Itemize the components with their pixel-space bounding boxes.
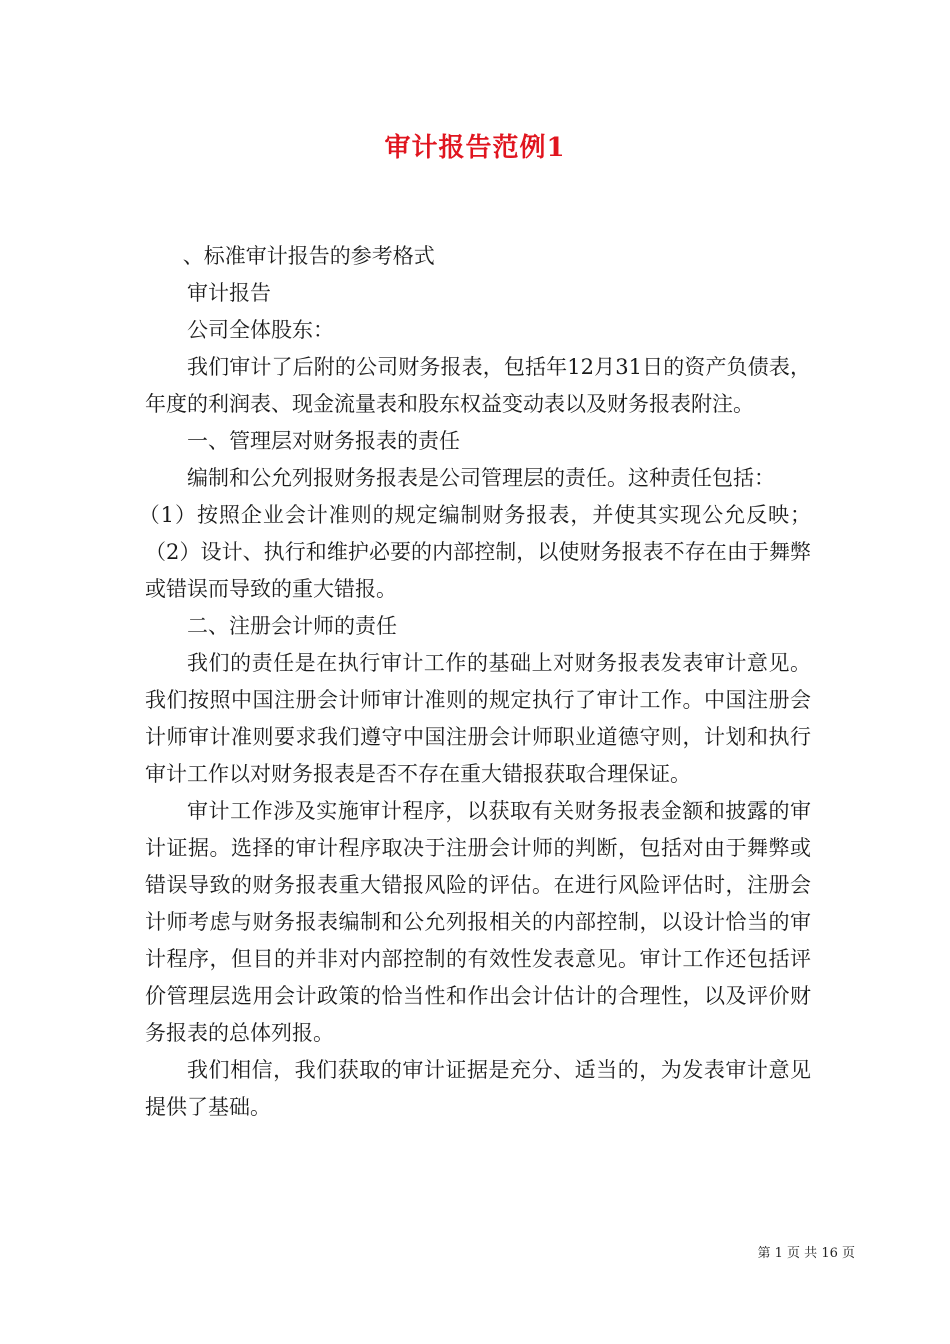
salutation: 公司全体股东： xyxy=(187,318,334,342)
paragraph-audit-procedures: 审计工作涉及实施审计程序，以获取有关财务报表金额和披露的审计证据。选择的审计程序取决于注册会计师的判断，包括对由于舞弊或错误导致的财务报表重大错报风险的评估。在进行风险评估时，注册会计师考虑与财务报表编制和公允列报相关的内部控制，以设计恰当的审计程序，但目的并非对内部控制的有效性发表意见。审计工作还包括评价管理层选用会计政策的恰当性和作出会计估计的合理性，以及评价财务报表的总体列报。 xyxy=(145,799,811,1045)
paragraph-management-items: （1）按照企业会计准则的规定编制财务报表，并使其实现公允反映；（2）设计、执行和维护必要的内部控制，以使财务报表不存在由于舞弊或错误而导致的重大错报。 xyxy=(138,503,811,601)
page-number-footer: 第 1 页 共 16 页 xyxy=(757,1246,855,1261)
section-heading-format: 、标准审计报告的参考格式 xyxy=(182,244,435,268)
document-title: 审计报告范例1 xyxy=(384,133,566,163)
report-heading: 审计报告 xyxy=(187,281,271,305)
paragraph-intro: 我们审计了后附的公司财务报表，包括年12月31日的资产负债表，年度的利润表、现金流量表和股东权益变动表以及财务报表附注。 xyxy=(145,355,811,416)
paragraph-management-responsibility: 编制和公允列报财务报表是公司管理层的责任。这种责任包括： xyxy=(187,466,775,490)
document-body xyxy=(138,238,811,1126)
paragraph-cpa-responsibility: 我们的责任是在执行审计工作的基础上对财务报表发表审计意见。我们按照中国注册会计师审计准则的规定执行了审计工作。中国注册会计师审计准则要求我们遵守中国注册会计师职业道德守则，计划和执行审计工作以对财务报表是否不存在重大错报获取合理保证。 xyxy=(145,651,811,786)
section-heading-cpa: 二、注册会计师的责任 xyxy=(187,614,397,638)
paragraph-audit-evidence: 我们相信，我们获取的审计证据是充分、适当的，为发表审计意见提供了基础。 xyxy=(145,1058,811,1119)
section-heading-management: 一、管理层对财务报表的责任 xyxy=(187,429,460,453)
